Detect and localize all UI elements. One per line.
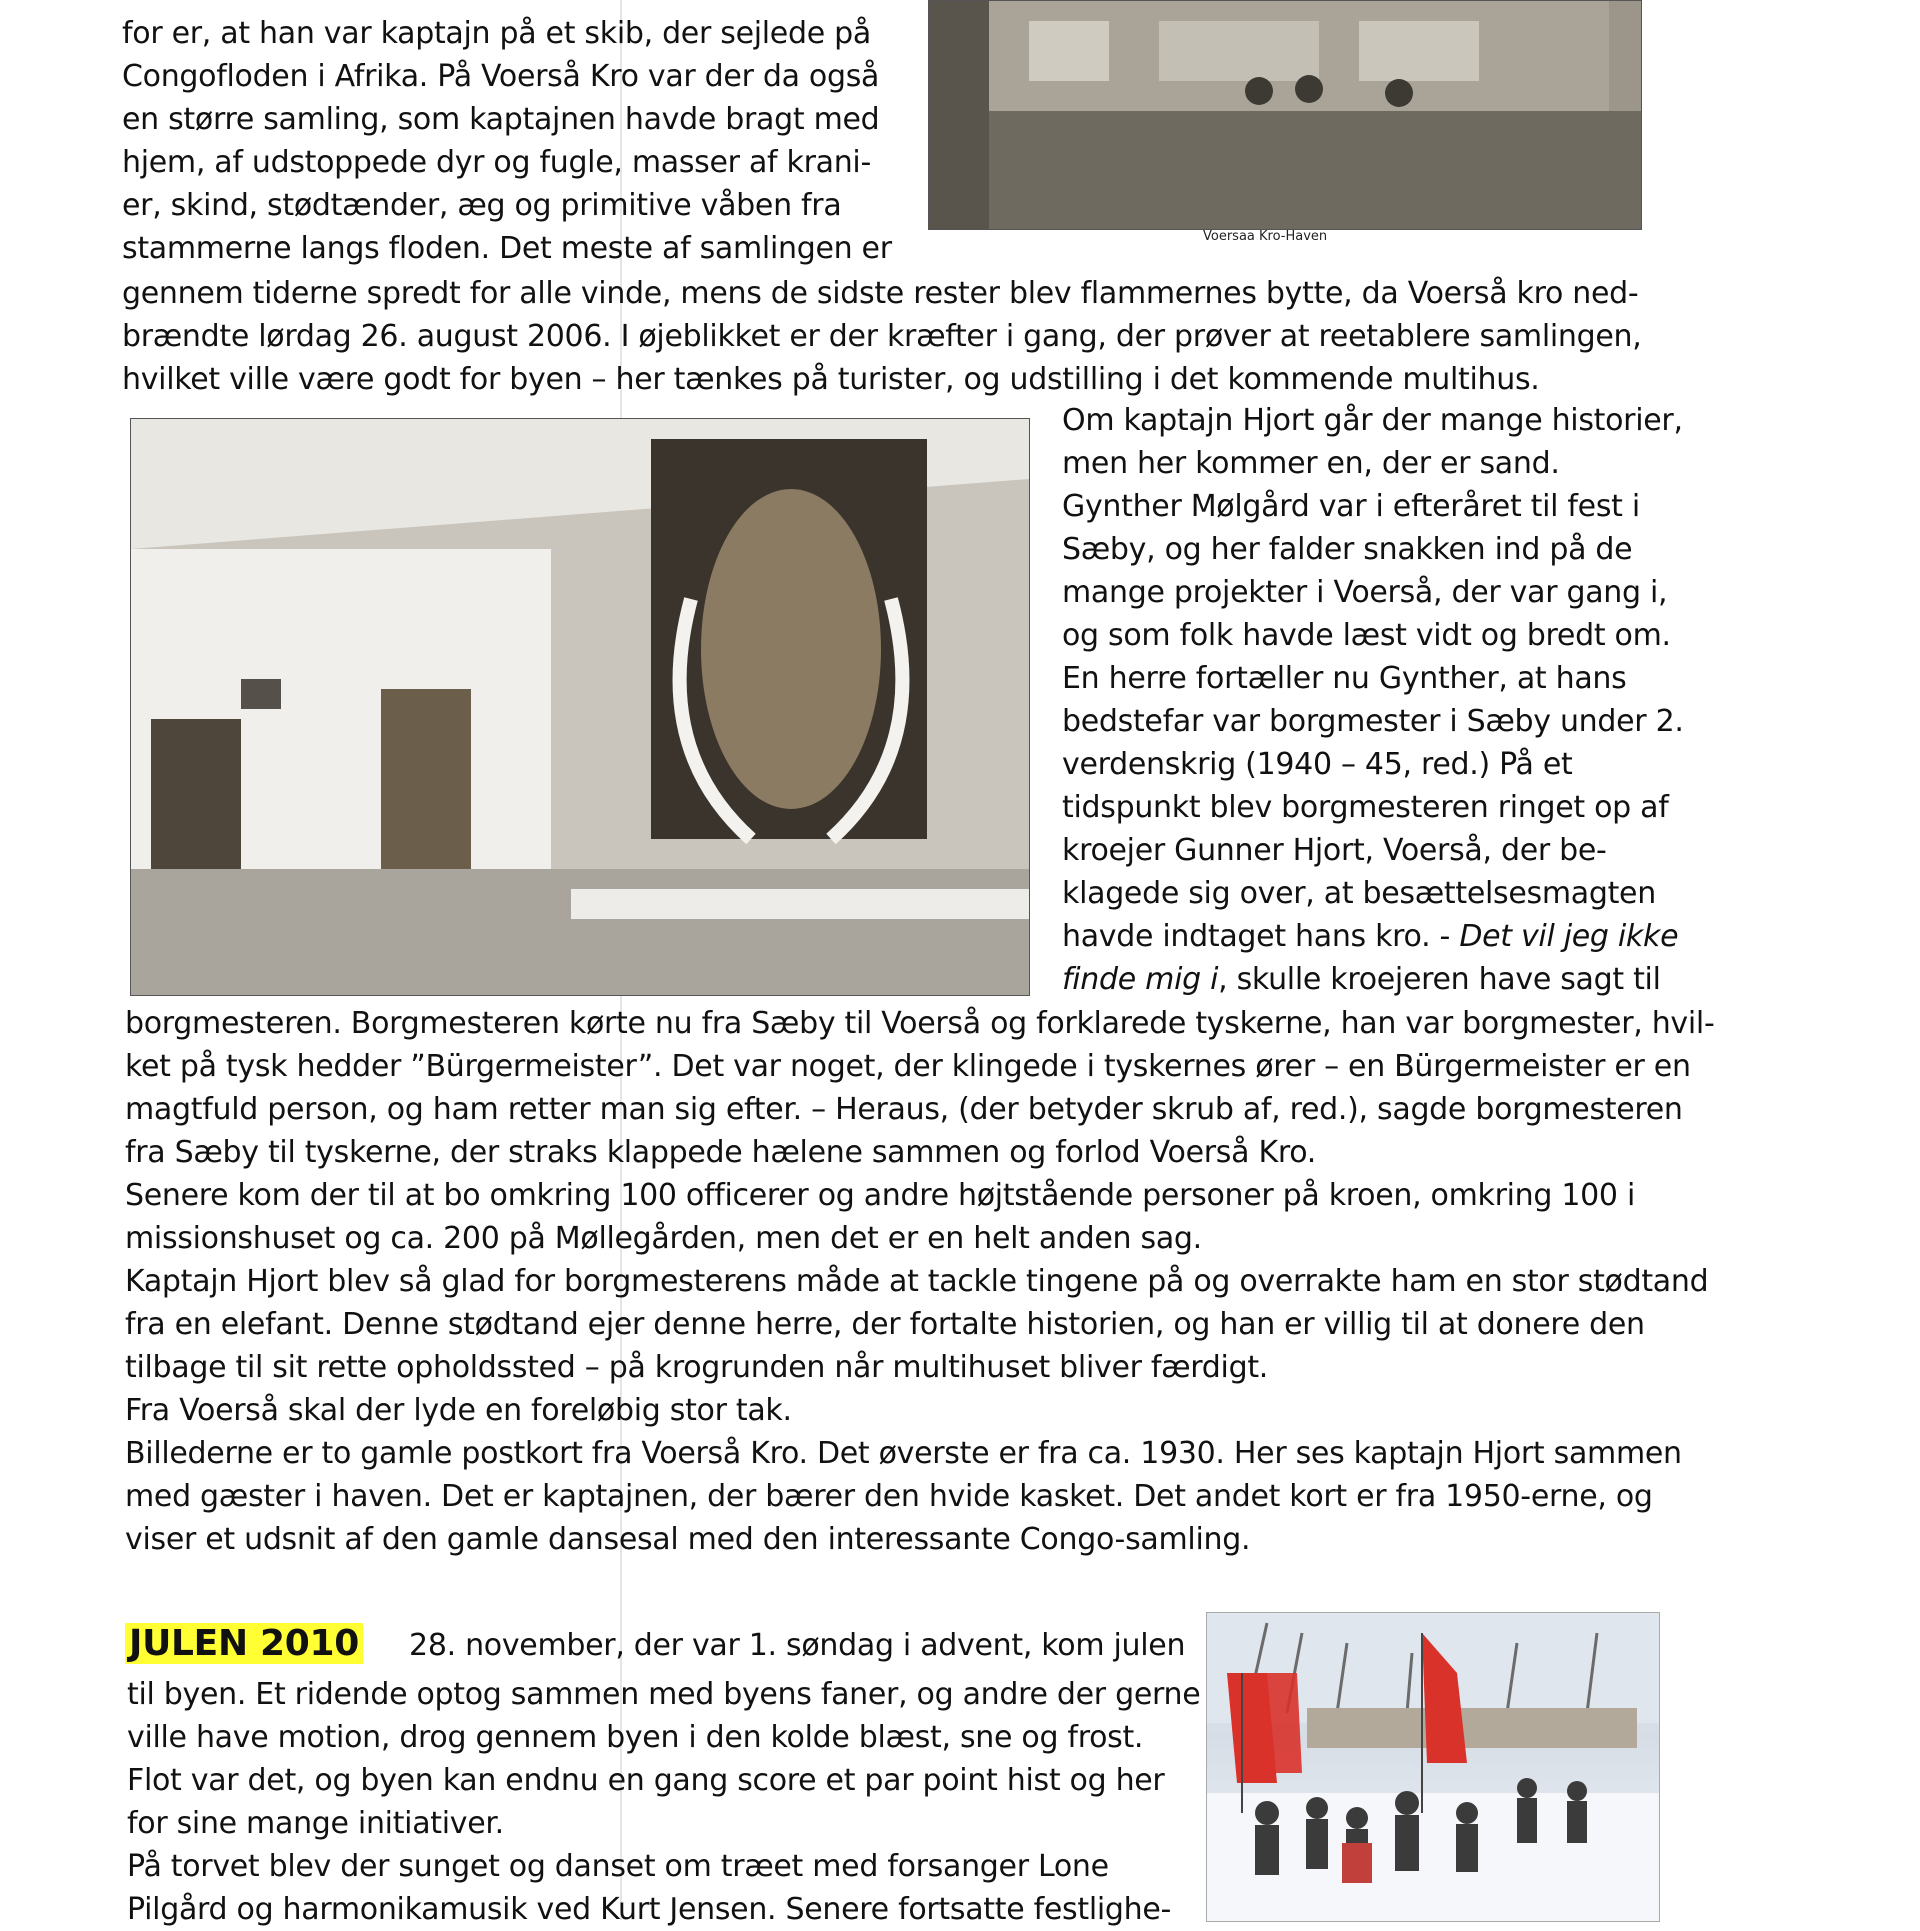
text-line: klagede sig over, at besættelsesmagten [1062, 876, 1656, 911]
text-line: magtfuld person, og ham retter man sig efter. – Heraus, (der betyder skrub af, red.), sagde borgmesteren [125, 1092, 1683, 1127]
italic-quote: Det vil jeg ikke [1459, 919, 1679, 954]
text-line: men her kommer en, der er sand. [1062, 446, 1560, 481]
text-line: bedstefar var borgmester i Sæby under 2. [1062, 704, 1684, 739]
garden-scene-illustration [929, 1, 1641, 229]
text-line: for sine mange initiativer. [127, 1806, 504, 1841]
text-line: fra Sæby til tyskerne, der straks klappede hælene sammen og forlod Voerså Kro. [125, 1135, 1316, 1170]
dance-hall-scene-illustration [131, 419, 1029, 995]
text-line: En herre fortæller nu Gynther, at hans [1062, 661, 1627, 696]
text-line: og som folk havde læst vidt og bredt om. [1062, 618, 1671, 653]
text-line: kroejer Gunner Hjort, Voerså, der be- [1062, 833, 1607, 868]
postcard-photo-garden [928, 0, 1642, 230]
text-line: er, skind, stødtænder, æg og primitive våben fra [122, 188, 842, 223]
text-line: missionshuset og ca. 200 på Møllegården, men det er en helt anden sag. [125, 1221, 1202, 1256]
winter-parade-photo [1206, 1612, 1660, 1922]
text-line: Gynther Mølgård var i efteråret til fest i [1062, 489, 1640, 524]
section-heading-line [125, 1622, 1185, 1667]
postcard-photo-dance-hall [130, 418, 1030, 996]
text-line: mange projekter i Voerså, der var gang i, [1062, 575, 1668, 610]
parade-scene-illustration [1207, 1613, 1659, 1921]
text-run: , skulle kroejeren have sagt til [1218, 962, 1661, 997]
text-line: Kaptajn Hjort blev så glad for borgmesterens måde at tackle tingene på og overrakte ham en stor stødtand [125, 1264, 1709, 1299]
photo-caption: Voersaa Kro-Haven [1203, 229, 1328, 244]
text-line: Om kaptajn Hjort går der mange historier, [1062, 403, 1683, 438]
text-line: viser et udsnit af den gamle dansesal med den interessante Congo-samling. [125, 1522, 1251, 1557]
text-line: med gæster i haven. Det er kaptajnen, der bærer den hvide kasket. Det andet kort er fra 1950-erne, og [125, 1479, 1653, 1514]
text-line: tilbage til sit rette opholdssted – på krogrunden når multihuset bliver færdigt. [125, 1350, 1269, 1385]
text-line: hjem, af udstoppede dyr og fugle, masser af krani- [122, 145, 871, 180]
italic-quote: finde mig i [1062, 962, 1219, 997]
text-line: hvilket ville være godt for byen – her tænkes på turister, og udstilling i det kommende multihus. [122, 362, 1540, 397]
text-line: for er, at han var kaptajn på et skib, der sejlede på [122, 16, 871, 51]
text-line: Senere kom der til at bo omkring 100 officerer og andre højtstående personer på kroen, omkring 100 i [125, 1178, 1635, 1213]
text-line: Billederne er to gamle postkort fra Voerså Kro. Det øverste er fra ca. 1930. Her ses kaptajn Hjort sammen [125, 1436, 1682, 1471]
text-line: en større samling, som kaptajnen havde bragt med [122, 102, 880, 137]
text-run: havde indtaget hans kro. - [1062, 919, 1460, 954]
text-line: fra en elefant. Denne stødtand ejer denne herre, der fortalte historien, og han er villig til at donere den [125, 1307, 1645, 1342]
text-line: Pilgård og harmonikamusik ved Kurt Jensen. Senere fortsatte festlighe- [127, 1892, 1172, 1927]
text-line: Congofloden i Afrika. På Voerså Kro var der da også [122, 59, 880, 94]
text-line: ville have motion, drog gennem byen i den kolde blæst, sne og frost. [127, 1720, 1144, 1755]
text-line: verdenskrig (1940 – 45, red.) På et [1062, 747, 1573, 782]
text-line: Sæby, og her falder snakken ind på de [1062, 532, 1633, 567]
text-line: stammerne langs floden. Det meste af samlingen er [122, 231, 892, 266]
text-line: gennem tiderne spredt for alle vinde, mens de sidste rester blev flammernes bytte, da Voerså kro ned- [122, 276, 1639, 311]
text-line: Fra Voerså skal der lyde en foreløbig stor tak. [125, 1393, 792, 1428]
text-line: brændte lørdag 26. august 2006. I øjeblikket er der kræfter i gang, der prøver at reetablere samlingen, [122, 319, 1642, 354]
text-line: Flot var det, og byen kan endnu en gang score et par point hist og her [127, 1763, 1165, 1798]
text-line [1062, 915, 1678, 958]
text-line: til byen. Et ridende optog sammen med byens faner, og andre der gerne [127, 1677, 1201, 1712]
text-line [1062, 958, 1661, 1001]
section-heading: JULEN 2010 [125, 1623, 363, 1664]
text-run: 28. november, der var 1. søndag i advent, kom julen [409, 1628, 1186, 1663]
text-line: borgmesteren. Borgmesteren kørte nu fra Sæby til Voerså og forklarede tyskerne, han var borgmester, hvil- [125, 1006, 1715, 1041]
text-line: tidspunkt blev borgmesteren ringet op af [1062, 790, 1669, 825]
text-line: ket på tysk hedder ”Bürgermeister”. Det var noget, der klingede i tyskernes ører – en Bürgermeister er en [125, 1049, 1691, 1084]
text-line: På torvet blev der sunget og danset om træet med forsanger Lone [127, 1849, 1109, 1884]
